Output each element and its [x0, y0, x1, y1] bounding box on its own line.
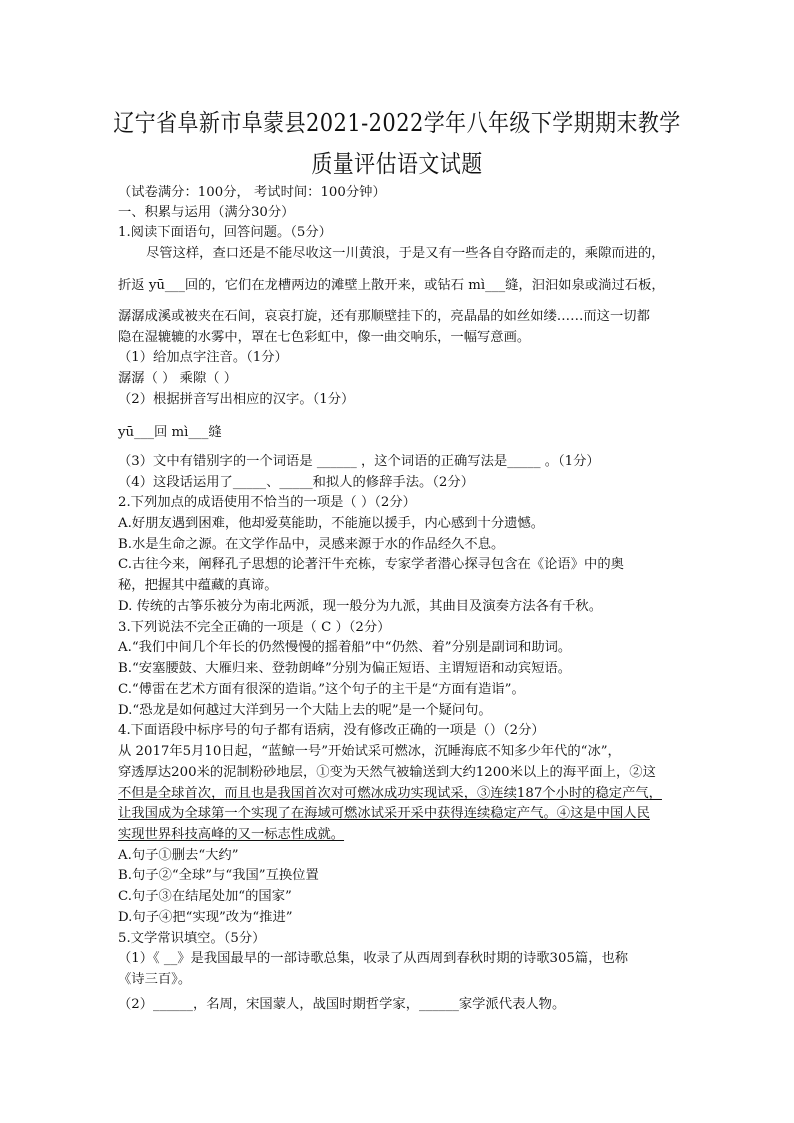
option: D.“恐龙是如何越过大洋到另一个大陆上去的呢”是一个疑问句。 — [118, 703, 492, 718]
question-1: 1.阅读下面语句，回答问题。（5分） — [118, 225, 332, 240]
passage-line: 折返 yū___回的，它们在龙槽两边的滩壁上散开来，或钻石 mì___缝，汩汩如泉或淌过石板， — [118, 278, 665, 293]
question-4: 4.下面语段中标序号的句子都有语病，没有修改正确的一项是（）（2分） — [118, 723, 545, 738]
option: C.“傅雷在艺术方面有很深的造诣。”这个句子的主干是“方面有造诣”。 — [118, 682, 525, 697]
page-title-line2: 质量评估语文试题 — [311, 150, 483, 178]
passage-line: 潺潺成溪或被夹在石间，哀哀打旋，还有那顺壁挂下的，亮晶晶的如丝如缕……而这一切都 — [118, 309, 650, 324]
answer-line: yū___回 mì___缝 — [118, 425, 222, 440]
sub-question: （4）这段话运用了_____、_____和拟人的修辞手法。（2分） — [118, 475, 474, 490]
sub-question: （2）根据拼音写出相应的汉字。（1分） — [118, 392, 355, 407]
option: A.“我们中间几个年长的仍然慢慢的摇着船”中“仍然、着”分别是副词和助词。 — [118, 640, 572, 655]
passage-line: 隐在湿辘辘的水雾中，罩在七色彩虹中，像一曲交响乐，一幅写意画。 — [118, 330, 531, 345]
section-heading: 一、积累与运用（满分30分） — [118, 205, 295, 220]
option: D.句子④把“实现”改为“推进” — [118, 910, 293, 925]
passage-line: 让我国成为全球第一个实现了在海域可燃冰试采开采中获得连续稳定产气。④这是中国人民 — [118, 806, 650, 821]
question-3: 3.下列说法不完全正确的一项是（ C ）（2分） — [118, 620, 391, 635]
option: D. 传统的古筝乐被分为南北两派，现一般分为九派，其曲目及演奏方法各有千秋。 — [118, 599, 603, 614]
option-cont: 秘，把握其中蕴藏的真谛。 — [118, 578, 278, 593]
sub-question: （1）给加点字注音。（1分） — [118, 350, 288, 365]
question-2: 2.下列加点的成语使用不恰当的一项是（ ）（2分） — [118, 495, 416, 510]
passage-line: 穿透厚达200米的泥制粉砂地层，①变为天然气被输送到大约1200米以上的海平面上，②这 — [118, 765, 656, 780]
option: B.句子②“全球”与“我国”互换位置 — [118, 868, 319, 883]
passage-line: 不但是全球首次，而且也是我国首次对可燃冰成功实现试采，③连续187个小时的稳定产气， — [118, 786, 662, 801]
question-5: 5.文学常识填空。（5分） — [118, 931, 266, 946]
option: B.“安塞腰鼓、大雁归来、登勃朗峰”分别为偏正短语、主谓短语和动宾短语。 — [118, 661, 572, 676]
sub-question: （3）文中有错别字的一个词语是 ______ ，这个词语的正确写法是_____ 。（1分） — [118, 454, 600, 469]
option: A.好朋友遇到困难，他却爱莫能助，不能施以援手，内心感到十分遗憾。 — [118, 516, 545, 531]
passage-line: 尽管这样，查口还是不能尽收这一川黄浪，于是又有一些各自夺路而走的，乘隙而进的， — [146, 246, 665, 261]
option: B.水是生命之源。在文学作品中，灵感来源于水的作品经久不息。 — [118, 537, 505, 552]
option: A.句子①删去“大约” — [118, 848, 239, 863]
passage-line: 实现世界科技高峰的又一标志性成就。 — [118, 827, 345, 842]
passage-line: 从 2017年5月10日起，“蓝鲸一号”开始试采可燃冰，沉睡海底不知多少年代的“冰”， — [118, 744, 621, 759]
sub-question-cont: 《诗三百》。 — [118, 972, 192, 987]
exam-info: （试卷满分：100分， 考试时间：100分钟） — [118, 185, 386, 200]
sub-question: （1）《 __》是我国最早的一部诗歌总集，收录了从西周到春秋时期的诗歌305篇，也称 — [118, 951, 629, 966]
sub-question: （2）______，名周，宋国蒙人，战国时期哲学家，______家学派代表人物。 — [118, 997, 566, 1012]
option: C.句子③在结尾处加“的国家” — [118, 889, 292, 904]
option: C.古往今来，阐释孔子思想的论著汗牛充栋，专家学者潜心探寻包含在《论语》中的奥 — [118, 557, 624, 572]
page-title-line1: 辽宁省阜新市阜蒙县2021-2022学年八年级下学期期末教学 — [113, 109, 681, 137]
answer-line: 潺潺（ ） 乘隙（ ） — [118, 371, 238, 386]
